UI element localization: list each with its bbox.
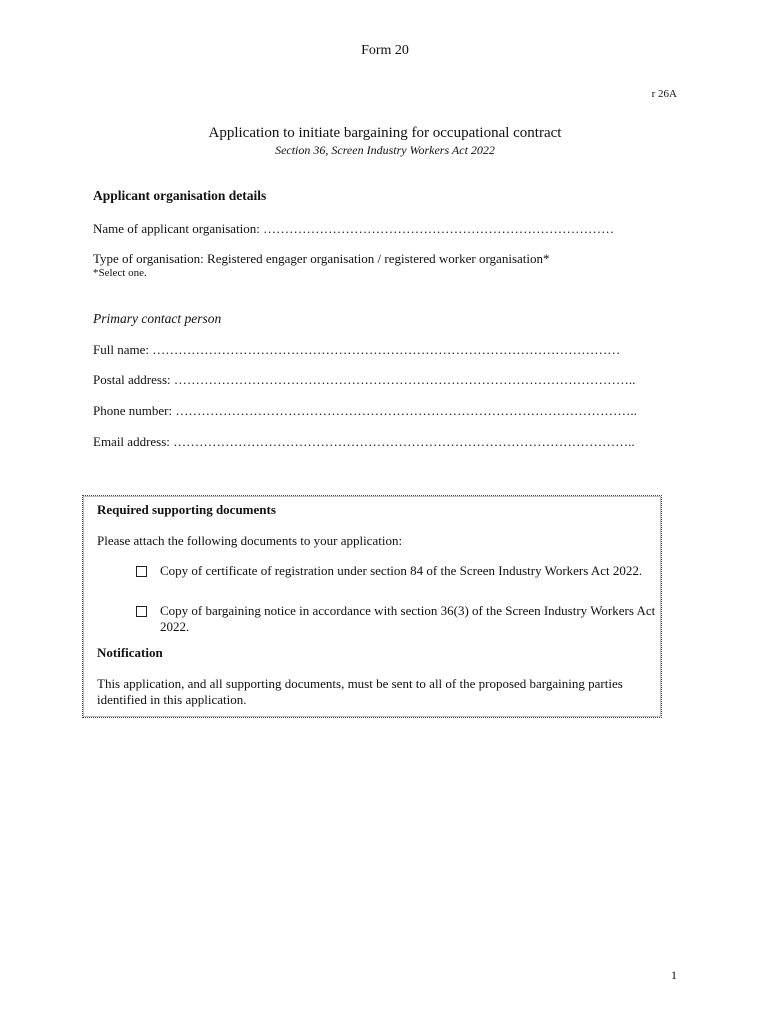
checkbox-registration-certificate[interactable] bbox=[136, 566, 147, 577]
phone-number-field[interactable]: Phone number: …………………………………………………………………………………………….. bbox=[93, 403, 637, 418]
contact-section-heading: Primary contact person bbox=[93, 311, 222, 326]
applicant-section-heading: Applicant organisation details bbox=[93, 188, 267, 203]
form-number: Form 20 bbox=[361, 43, 409, 58]
supporting-documents-intro: Please attach the following documents to your application: bbox=[97, 533, 403, 548]
notification-text: This application, and all supporting documents, must be sent to all of the proposed bargaining parties identified in this application. bbox=[97, 676, 623, 707]
document-subtitle: Section 36, Screen Industry Workers Act 2022 bbox=[275, 143, 495, 157]
page-number: 1 bbox=[671, 968, 677, 982]
supporting-documents-box bbox=[82, 495, 662, 718]
checkbox-bargaining-notice[interactable] bbox=[136, 606, 147, 617]
select-one-note: *Select one. bbox=[93, 267, 147, 279]
item-bargaining-notice: Copy of bargaining notice in accordance with section 36(3) of the Screen Industry Workers Act 2022. bbox=[160, 603, 656, 634]
document-title: Application to initiate bargaining for occupational contract bbox=[208, 125, 562, 141]
supporting-documents-heading: Required supporting documents bbox=[97, 502, 276, 517]
notification-heading: Notification bbox=[97, 645, 163, 660]
item-registration-certificate: Copy of certificate of registration under section 84 of the Screen Industry Workers Act 2022. bbox=[160, 563, 643, 578]
rule-reference: r 26A bbox=[651, 88, 677, 100]
postal-address-field[interactable]: Postal address: …………………………………………………………………………………………….. bbox=[93, 372, 636, 387]
email-address-field[interactable]: Email address: …………………………………………………………………………………………….. bbox=[93, 434, 635, 449]
full-name-field[interactable]: Full name: ……………………………………………………………………………………………… bbox=[93, 342, 621, 357]
applicant-name-field[interactable]: Name of applicant organisation: ……………………………………………………………………… bbox=[93, 221, 615, 236]
organisation-type-field[interactable]: Type of organisation: Registered engager organisation / registered worker organisation* bbox=[93, 251, 550, 266]
